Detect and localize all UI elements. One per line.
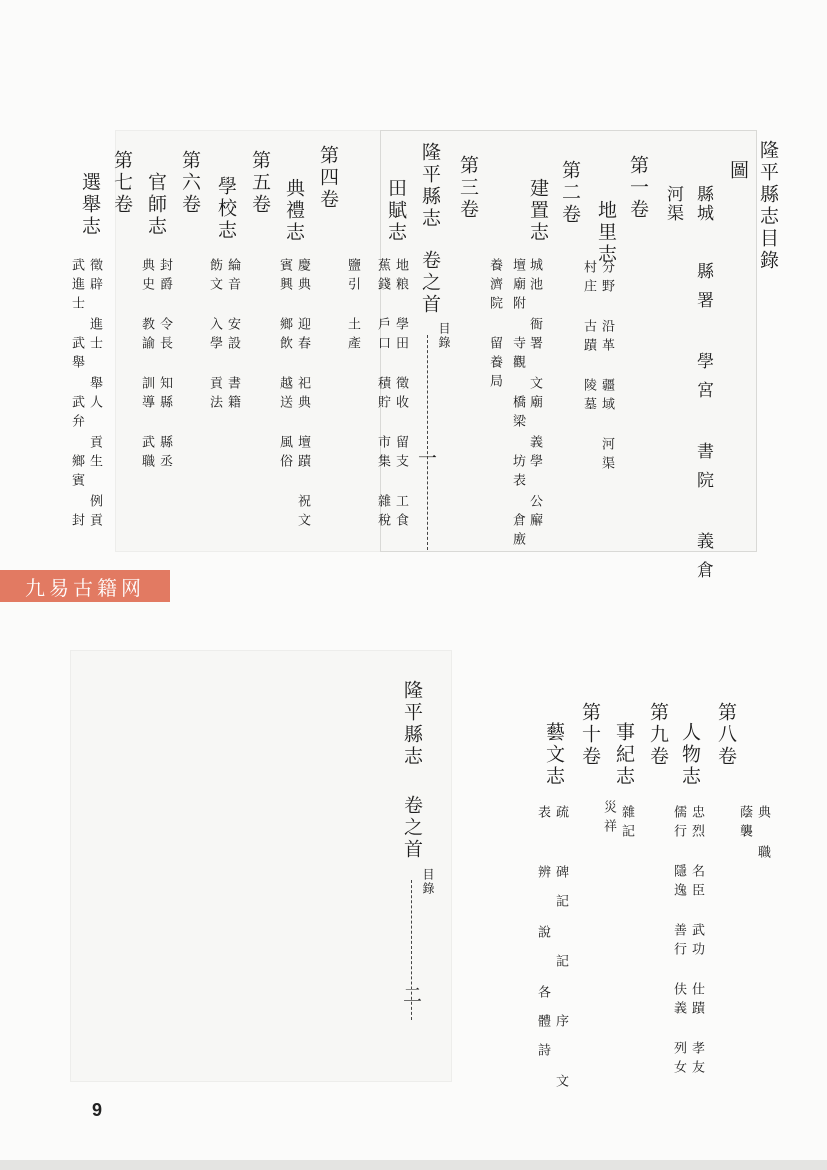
fold-title: 隆平縣志 [419,142,441,230]
volume-items: 封爵 令長 知縣 縣丞 [157,258,172,473]
fold-page-number: 二 [400,985,422,1007]
volume-items: 典史 教諭 訓導 武職 [139,258,154,473]
fold-juan: 卷之首 [419,250,441,316]
volume-name: 藝文志 [543,722,565,788]
lower-bleed-through [70,650,452,1082]
fold-title: 隆平縣志 [401,680,423,768]
volume-items: 蕉錢 戶口 積貯 市集 雜稅 [375,258,390,532]
watermark-banner: 九易古籍网 [0,570,170,602]
volume-items: 分野 沿革 疆域 河渠 [599,260,614,475]
volume-heading: 第九卷 [647,702,669,768]
volume-name: 官師志 [145,172,167,238]
volume-heading: 第四卷 [317,145,339,211]
volume-items: 災祥 [601,800,616,838]
volume-items: 城池 衙署 文廟 義學 公廨 [527,258,542,532]
volume-items: 養濟院 留養局 [487,258,502,393]
fold-rule [427,335,428,550]
volume-items: 雜記 [619,805,634,843]
page-number: 9 [92,1100,103,1120]
volume-items: 典 職 [755,805,770,864]
volume-heading: 第五卷 [249,150,271,216]
volume-heading: 第六卷 [179,150,201,216]
fold-label: 目錄 [421,868,435,896]
volume-heading: 第十卷 [579,702,601,768]
volume-name: 典禮志 [283,178,305,244]
map-item-label: 河渠 [663,185,683,223]
volume-items: 忠烈 名臣 武功 仕蹟 孝友 [689,805,704,1079]
map-heading: 圖 [727,160,749,182]
volume-name: 學校志 [215,176,237,242]
map-item-details: 縣署 學宮 書院 義倉 [693,262,713,590]
map-item-label: 縣城 [693,185,713,223]
volume-items: 武進士 武舉 武弁 鄉賓 封 [69,258,84,532]
volume-heading: 第二卷 [559,160,581,226]
volume-items: 飭文 入學 貢法 [207,258,222,414]
volume-items: 賓興 鄉飲 越送 風俗 [277,258,292,473]
volume-items: 壇廟附 寺觀 橋梁 坊表 倉廒 [510,258,525,551]
volume-items: 綸音 安設 書籍 [225,258,240,414]
volume-name: 地里志 [595,200,617,266]
volume-heading: 第三卷 [457,155,479,221]
fold-label: 目錄 [437,322,451,350]
volume-name: 建置志 [527,178,549,244]
volume-items: 慶典 迎春 祀典 壇蹟 祝文 [295,258,310,532]
volume-heading: 第八卷 [715,702,737,768]
fold-page-number: 一 [415,448,437,470]
volume-name: 田賦志 [385,178,407,244]
fold-juan: 卷之首 [401,795,423,861]
volume-heading: 第七卷 [111,150,133,216]
volume-items: 村庄 古蹟 陵墓 [581,260,596,416]
volume-name: 事紀志 [613,722,635,788]
scan-bottom-edge [0,1160,827,1170]
volume-items: 儒行 隱逸 善行 伕義 列女 [671,805,686,1079]
volume-items: 鹽引 土產 [345,258,360,355]
volume-items: 地粮 學田 徵收 留支 工食 [393,258,408,532]
volume-items: 蔭襲 [737,805,752,843]
volume-heading: 第一卷 [627,155,649,221]
volume-items: 徵辟 進士 舉人 貢生 例貢 [87,258,102,532]
volume-items: 疏 碑記 記 序 文 [553,805,568,1103]
volume-name: 選舉志 [79,172,101,238]
toc-title: 隆平縣志目錄 [757,140,779,272]
volume-name: 人物志 [679,722,701,788]
volume-items: 表 辨 說 各體詩 [535,805,550,1072]
